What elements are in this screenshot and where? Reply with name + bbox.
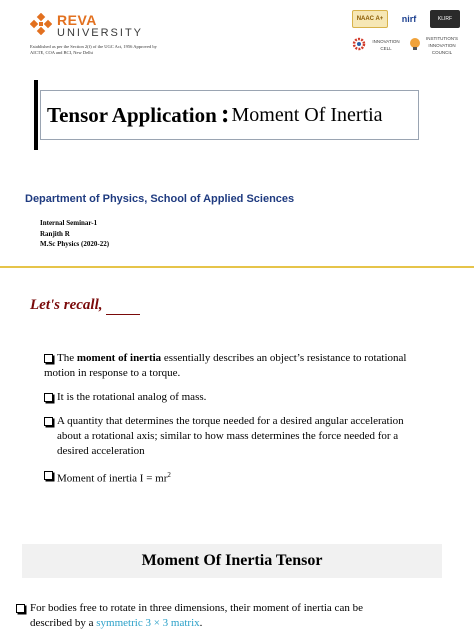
logo-subtitle: UNIVERSITY: [57, 27, 144, 39]
department-text: Department of Physics, School of Applied Sciences: [25, 193, 295, 205]
accreditation-badges: [352, 8, 462, 60]
bullet-text: It is the rotational analog of mass.: [57, 391, 207, 403]
bullet-text: essentially describes an object’s resistance to rotational: [161, 352, 407, 364]
bullet-text: The: [57, 352, 77, 364]
university-logo: [30, 11, 157, 65]
innovation-cell-label: INNOVATION CELL: [372, 39, 400, 51]
bullet-text: .: [199, 617, 203, 629]
list-item: [44, 390, 454, 405]
klirf-badge: KLIRF: [430, 10, 460, 28]
recall-heading: Let's recall,: [30, 297, 103, 313]
bullet-text: described by a: [30, 617, 97, 629]
section-heading: Moment Of Inertia Tensor: [141, 552, 323, 569]
title-subject: Moment Of Inertia: [231, 103, 383, 126]
naac-badge: NAAC A+: [352, 10, 388, 28]
title-accent-bar: [34, 80, 38, 150]
logo-accreditation-note: Established as per the Section 2(f) of the UGC Act, 1956 Approved by AICTE, COA and BCI, New Delhi: [30, 44, 157, 55]
title-slide: [0, 0, 474, 268]
checkbox-bullet-icon: [44, 354, 53, 363]
bullet-text-line2: motion in response to a torque.: [44, 367, 181, 379]
presenter-name: Ranjith R: [40, 229, 70, 238]
list-item: [44, 414, 454, 459]
reva-logo-icon: [30, 13, 52, 35]
program-label: M.Sc Physics (2020-22): [40, 240, 110, 248]
list-item: [44, 468, 454, 487]
checkbox-bullet-icon: [44, 417, 53, 426]
bullet-list: [44, 351, 454, 496]
bullet-text: A quantity that determines the torque needed for a desired angular acceleration: [57, 415, 404, 427]
checkbox-bullet-icon: [44, 471, 53, 480]
title-colon: :: [220, 99, 230, 128]
superscript: 2: [167, 471, 171, 479]
bullet-text-line2: about a rotational axis; similar to how mass determines the force needed for a: [57, 430, 399, 442]
title-box: [40, 90, 419, 140]
checkbox-bullet-icon: [44, 393, 53, 402]
nirf-badge: nirf: [401, 13, 417, 24]
content-slide: [0, 278, 474, 632]
bullet-text-line3: desired acceleration: [57, 445, 145, 457]
section-heading-box: [22, 544, 442, 578]
bullet-text: For bodies free to rotate in three dimensions, their moment of inertia can be: [30, 602, 363, 614]
presenter-info: [40, 218, 109, 250]
symmetric-matrix-link[interactable]: symmetric 3 × 3 matrix: [96, 617, 200, 629]
bulb-icon: [408, 37, 422, 51]
logo-name: REVA: [57, 12, 97, 28]
list-item: [44, 351, 454, 381]
list-item: [16, 601, 466, 631]
seminar-label: Internal Seminar-1: [40, 219, 98, 227]
gear-icon: [352, 37, 366, 51]
recall-underline: [106, 314, 140, 315]
innovation-cell-badge: [352, 34, 404, 56]
iic-badge: [408, 34, 460, 56]
bullet-bold-term: moment of inertia: [76, 352, 162, 364]
bullet-text: Moment of inertia I = mr: [57, 472, 168, 485]
checkbox-bullet-icon: [16, 604, 25, 613]
iic-label: INSTITUTION'S INNOVATION COUNCIL: [425, 35, 459, 55]
title-main: Tensor Application: [47, 102, 217, 127]
department-line: [22, 193, 294, 205]
